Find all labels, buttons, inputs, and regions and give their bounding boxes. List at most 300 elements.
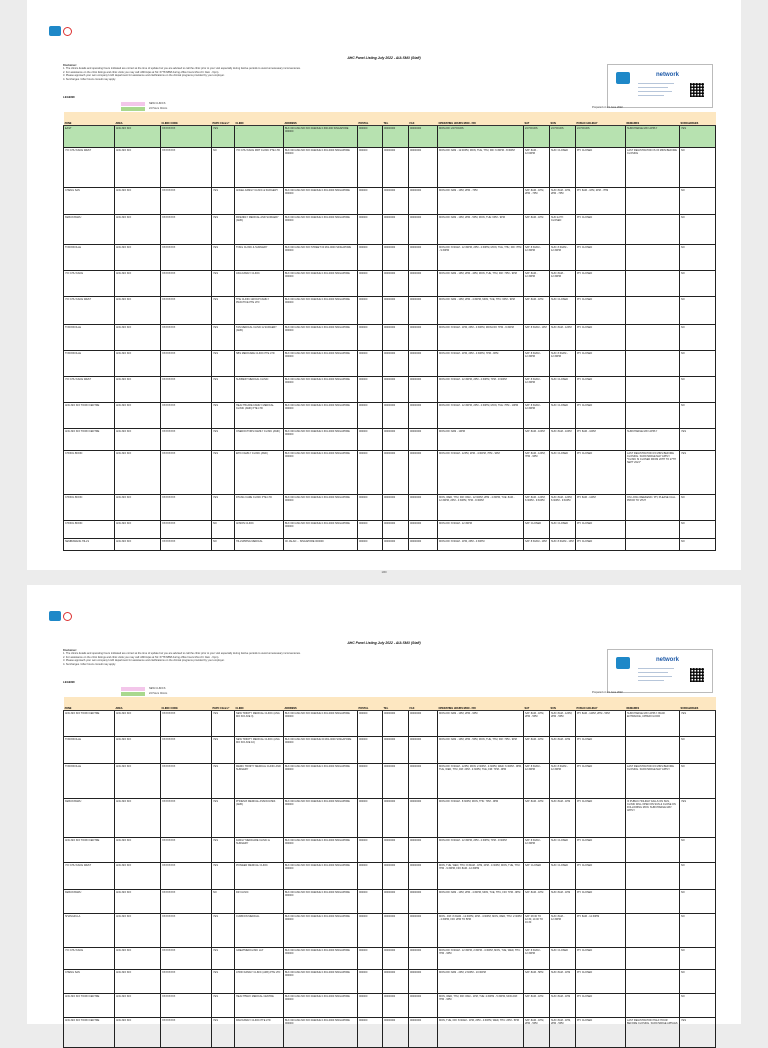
table-cell: YES: [680, 799, 716, 838]
prepared-date: Prepared on 21 June 2022: [592, 691, 623, 694]
table-cell: 00000000: [383, 799, 409, 838]
legend-swatch-new: [121, 687, 145, 691]
table-cell: [626, 297, 680, 325]
table-cell: BLK 000 ANG MO KIO AVENUE 0 #01-0000 SINGAPORE 000000: [284, 188, 358, 215]
table-cell: 000000: [358, 245, 383, 271]
table-cell: 00000000: [409, 863, 438, 890]
table-cell: 00000000: [383, 914, 409, 948]
table-cell: NO: [680, 521, 716, 539]
table-cell: 00000000: [409, 970, 438, 994]
table-cell: MON-FRI: 8:30AM - 8:30PM, MON, THU: 7PM - 9PM: [438, 799, 524, 838]
legend-label: 24 Hours Clinics: [149, 692, 168, 695]
table-cell: 000000: [358, 799, 383, 838]
document-page-2: [27, 585, 741, 1024]
table-cell: YES: [212, 838, 235, 863]
table-cell: NO: [680, 403, 716, 429]
card-text-line: [638, 676, 672, 677]
table-cell: PH: CLOSED: [576, 948, 626, 970]
table-cell: XXXXXXXX: [161, 297, 212, 325]
table-cell: 000000: [358, 863, 383, 890]
table-cell: MON-FRI: 8:30AM - 1PM, 2PM - 4:30PM, MON-FRI: 7PM - 9:30PM: [438, 325, 524, 351]
table-cell: 00000000: [409, 451, 438, 495]
table-cell: ANG MO KIO: [115, 539, 161, 551]
table-cell: 000000: [358, 737, 383, 764]
table-cell: YES: [212, 451, 235, 495]
table-cell: SUN: CLOSED: [550, 297, 576, 325]
table-cell: 00 JALAN ... SINGAPORE 000000: [284, 539, 358, 551]
table-cell: PHOENIX MEDICAL ASSOCIATES (AMK): [235, 799, 284, 838]
table-cell: [626, 539, 680, 551]
disclaimer: [63, 64, 483, 81]
table-cell: MON-FRI: 8:30AM - 12:30PM, 2PM - 4:30PM, MON, TUE: 7PM - 10PM: [438, 403, 524, 429]
table-cell: XXXXXXXX: [161, 890, 212, 914]
table-cell: 00000000: [383, 495, 409, 521]
table-cell: 00000000: [409, 914, 438, 948]
table-cell: ON LONG WEEKEND / PH, PLEASE CALL PRIOR TO VISIT: [626, 495, 680, 521]
table-cell: 000000: [358, 495, 383, 521]
table-cell: SAT: 8AM - 5PM: [524, 970, 550, 994]
table-cell: XXXXXXXX: [161, 271, 212, 297]
table-cell: ATRIO FAMILY CLINIC (AMK) PTE LTD: [235, 970, 284, 994]
aia-ring-icon: [63, 612, 72, 621]
table-cell: [626, 215, 680, 245]
table-cell: SUN: 8AM - 12PM, 2PM - 5PM: [550, 711, 576, 737]
table-cell: NO: [680, 764, 716, 799]
disclaimer-line: 4. Surcharges / After hours consult may apply.: [63, 662, 116, 666]
table-row: [64, 914, 716, 948]
table-cell: 00000000: [383, 429, 409, 451]
table-cell: [626, 403, 680, 429]
table-cell: NO: [680, 838, 716, 863]
table-cell: 00000000: [409, 325, 438, 351]
network-logo-icon: [616, 657, 630, 669]
table-cell: PH: CLOSED: [576, 297, 626, 325]
table-cell: NO: [680, 351, 716, 377]
table-cell: YES: [212, 245, 235, 271]
table-cell: PH: CLOSED: [576, 838, 626, 863]
table-cell: YES: [680, 429, 716, 451]
table-cell: 00000000: [383, 890, 409, 914]
table-cell: MON, WED, THU, FRI: 8AM - 1PM, TUE: 2:30PM - 5:30PM, MON-FRI: 7PM - 9PM: [438, 994, 524, 1018]
column-header: POSTAL: [358, 697, 383, 711]
table-cell: ANG MO KIO: [115, 126, 161, 148]
table-cell: NEW TRINITY MEDICAL CLINIC (ANG MO KIO AVE 10): [235, 737, 284, 764]
table-cell: SAT: 8:30AM - 12:30PM: [524, 764, 550, 799]
table-cell: BLK 000 ANG MO KIO AVENUE 0 #01-0000 SINGAPORE 000000: [284, 890, 358, 914]
table-cell: 00000000: [383, 188, 409, 215]
table-cell: SUN: 8AM - 1PM, 2PM - 5PM: [550, 1018, 576, 1048]
table-cell: EPIC FAMILY CLINIC (AMK): [235, 451, 284, 495]
column-header: CLINIC CODE: [161, 112, 212, 126]
table-cell: TAN MEDICAL CLINIC & SURGERY (AMK): [235, 325, 284, 351]
table-row: [64, 970, 716, 994]
table-cell: PH: CLOSED: [576, 325, 626, 351]
table-cell: 00000000: [409, 838, 438, 863]
table-cell: 000000: [358, 764, 383, 799]
table-cell: SUN: 8AM - 12:30PM: [550, 914, 576, 948]
table-cell: PH: CLOSED: [576, 764, 626, 799]
table-cell: 000000: [358, 948, 383, 970]
table-cell: 00000000: [383, 377, 409, 403]
table-cell: MON-FRI: 8AM - 10PM: [438, 429, 524, 451]
column-header: OPERATING HOURS MON - FRI: [438, 112, 524, 126]
table-cell: XXXXXXXX: [161, 148, 212, 188]
legend-label: 24 Hours Clinics: [149, 107, 168, 110]
table-cell: [626, 325, 680, 351]
table-cell: ANG MO KIO TOWN CENTRE: [64, 994, 115, 1018]
table-cell: HILLSPRING MEDICAL: [235, 539, 284, 551]
disclaimer: [63, 649, 483, 666]
table-row: [64, 838, 716, 863]
table-cell: SUN: 8AM - 12PM, 6:30PM - 9:30PM: [550, 495, 576, 521]
table-cell: SEMBAWANG HILLS: [64, 539, 115, 551]
table-cell: DR CLINIC: [235, 890, 284, 914]
table-cell: TOWNSVILLE: [64, 325, 115, 351]
table-row: [64, 737, 716, 764]
table-cell: SAT: 8AM - 1PM, 2PM - 5PM: [524, 711, 550, 737]
table-cell: SURCHARGE MAY APPLY: [626, 429, 680, 451]
table-cell: NO: [680, 539, 716, 551]
table-cell: ANG MO KIO: [115, 297, 161, 325]
table-cell: 00000000: [409, 948, 438, 970]
table-cell: BLK 000 ANG MO KIO AVENUE 0 #01-0000 SINGAPORE 000000: [284, 948, 358, 970]
table-cell: PH: CLOSED: [576, 737, 626, 764]
legend-title: LEGEND: [63, 680, 75, 684]
table-cell: PH: CLOSED: [576, 271, 626, 297]
table-cell: NEW TRINITY MEDICAL CLINIC (ANG MO KIO AVE 3): [235, 711, 284, 737]
legend-label: NEW CLINICS: [149, 687, 166, 690]
table-cell: MON-FRI: 8AM - 1PM, 2PM - 4:30PM, MON, TUE, THU, FRI: 7PM - 9PM: [438, 890, 524, 914]
table-cell: 000000: [358, 271, 383, 297]
table-cell: [626, 351, 680, 377]
table-cell: SUN: 8AM - 1PM: [550, 994, 576, 1018]
table-cell: YES: [212, 271, 235, 297]
aia-mark-icon: [49, 611, 61, 621]
table-cell: 000000: [358, 890, 383, 914]
table-cell: NO: [680, 148, 716, 188]
table-cell: YES: [212, 914, 235, 948]
table-cell: [626, 948, 680, 970]
table-cell: YES: [680, 1018, 716, 1048]
table-cell: SUN: 8AM - 1PM: [550, 890, 576, 914]
table-cell: BLK 000 ANG MO KIO AVENUE 0 #01-0000 SINGAPORE 000000: [284, 970, 358, 994]
table-cell: 00000000: [383, 711, 409, 737]
legend-label: NEW CLINICS: [149, 102, 166, 105]
disclaimer-line: 1. The clinics details and operating hours indicated are correct at the time of update but you are advised to call the clinic prior to your visit especially during festive periods to avoid unnecessary inconvenience.: [63, 652, 301, 656]
legend-title: LEGEND: [63, 95, 75, 99]
table-cell: TOWNSVILLE: [64, 764, 115, 799]
table-cell: 00000000: [409, 799, 438, 838]
table-cell: NO: [680, 863, 716, 890]
table-cell: LAST REGISTRATION IS 15 MINS BEFORE CLOSING: [626, 148, 680, 188]
table-cell: PH: 8AM - 12PM, 2PM - 5PM: [576, 711, 626, 737]
table-cell: SUN: CLOSED: [550, 863, 576, 890]
table-cell: KEBUN BARU: [64, 799, 115, 838]
table-cell: 000000: [358, 1018, 383, 1048]
table-cell: YIO CHU KANG: [64, 948, 115, 970]
table-row: [64, 245, 716, 271]
network-logo-icon: [616, 72, 630, 84]
qr-code-icon: [690, 83, 704, 97]
table-cell: 000000: [358, 914, 383, 948]
table-cell: 24 HOURS: [576, 126, 626, 148]
table-cell: KEBUN BARU: [64, 215, 115, 245]
table-cell: TOWNSVILLE: [64, 737, 115, 764]
table-cell: 00000000: [409, 764, 438, 799]
table-cell: 00000000: [383, 351, 409, 377]
table-cell: SAT: 8AM - 12PM, 6:30PM - 9:30PM: [524, 495, 550, 521]
table-cell: MON-FRI: 24 HOURS: [438, 126, 524, 148]
table-cell: SUN: CLOSED: [550, 451, 576, 495]
table-cell: NO: [680, 495, 716, 521]
disclaimer-line: 3. Please approach your own company's HR department for assistance and clarifications on the clinical programs provided by your employer.: [63, 659, 225, 663]
table-cell: SUN: 8AM - 1PM, 2PM - 7PM: [550, 188, 576, 215]
table-cell: 00000000: [383, 325, 409, 351]
column-header: PHPC Clinics*: [212, 112, 235, 126]
table-cell: BLK 000 ANG MO KIO AVENUE 0 #01-0000 SINGAPORE 000000: [284, 325, 358, 351]
table-cell: TONG CLINIC & SURGERY: [235, 245, 284, 271]
table-cell: MON-FRI: 8AM - 1PM, 2PM - 4:30PM, MON, TUE, THU: 6PM - 9PM: [438, 297, 524, 325]
column-header: SAT: [524, 112, 550, 126]
table-cell: [626, 970, 680, 994]
table-cell: MON-FRI: 8AM - 2PM, 2:30PM - 10:30PM: [438, 970, 524, 994]
table-cell: LAST REGISTRATION HALF HOUR BEFORE CLOSING. SURCHARGE APPLIES: [626, 1018, 680, 1048]
table-cell: XXXXXXXX: [161, 863, 212, 890]
table-cell: XXXXXXXX: [161, 914, 212, 948]
table-cell: ASIA FAMILY CLINIC: [235, 271, 284, 297]
table-cell: XXXXXXXX: [161, 970, 212, 994]
table-cell: YIO CHU KANG WEST: [64, 148, 115, 188]
table-cell: 000000: [358, 126, 383, 148]
table-cell: YES: [212, 403, 235, 429]
table-cell: BLK 000 ANG MO KIO AVENUE 0 #01-0000 SINGAPORE 000000: [284, 148, 358, 188]
table-cell: SUN: CLOSED: [550, 148, 576, 188]
table-cell: MON-FRI: 8:30AM - 12PM, 2PM - 4:30PM, 7PM - 9PM: [438, 451, 524, 495]
table-cell: YES: [212, 1018, 235, 1048]
table-cell: MON-FRI: 8AM - 1PM, 2PM - 7PM: [438, 188, 524, 215]
table-cell: SAT: 8AM - 1PM: [524, 890, 550, 914]
table-cell: MON, WED, THU, FRI: 8AM - 12:30PM, 2PM - 4:30PM, TUE: 8AM - 12:30PM, 2PM - 4:30PM, 7PM - 9:30PM: [438, 495, 524, 521]
table-cell: BLK 000 ANG MO KIO AVENUE 0 #01-0000 SINGAPORE 000000: [284, 297, 358, 325]
table-cell: NO: [212, 539, 235, 551]
table-row: [64, 451, 716, 495]
table-row: [64, 325, 716, 351]
table-cell: PH: CLOSED: [576, 799, 626, 838]
table-cell: 00000000: [409, 495, 438, 521]
table-cell: YES: [212, 297, 235, 325]
table-cell: CHONG BOON: [64, 495, 115, 521]
table-row: [64, 539, 716, 551]
column-header: TEL: [383, 697, 409, 711]
aia-logo: [49, 24, 77, 38]
table-cell: SAT: 08:30 TO 12:30, 14:00 TO 16:30: [524, 914, 550, 948]
table-cell: SAT: 8:30AM - 12:30PM: [524, 245, 550, 271]
table-cell: PH: CLOSED: [576, 970, 626, 994]
table-row: [64, 377, 716, 403]
table-cell: 00000000: [383, 245, 409, 271]
network-card: [607, 64, 713, 108]
table-cell: YIO CHU KANG WEST: [64, 863, 115, 890]
disclaimer-title: Disclaimer:: [63, 64, 77, 67]
table-cell: ANG MO KIO: [115, 451, 161, 495]
column-header: FAX: [409, 697, 438, 711]
table-cell: HEALTHCARE FAMILY MEDICAL CLINIC (AMK) PTE LTD: [235, 403, 284, 429]
table-cell: DTANG CARE CLINIC PTE LTD: [235, 495, 284, 521]
table-cell: ANG MO KIO: [115, 271, 161, 297]
table-cell: ANG MO KIO TOWN CENTRE: [64, 403, 115, 429]
table-cell: XXXXXXXX: [161, 521, 212, 539]
table-cell: SUN: 8AM - 12:30PM: [550, 271, 576, 297]
table-cell: SAT: 8:30AM - 12:30PM: [524, 403, 550, 429]
disclaimer-title: Disclaimer:: [63, 649, 77, 652]
table-cell: ANG MO KIO: [115, 403, 161, 429]
table-cell: SAT: 8AM - 1PM: [524, 799, 550, 838]
table-cell: 00000000: [383, 451, 409, 495]
table-cell: SUN: 8:30AM - 12:30PM: [550, 764, 576, 799]
table-cell: ANGEL FAMILY CLINIC & SURGERY: [235, 188, 284, 215]
table-cell: YES: [212, 188, 235, 215]
table-cell: SUN: 8AM - 10PM: [550, 429, 576, 451]
table-cell: PH: CLOSED: [576, 521, 626, 539]
table-cell: CHONG BOON: [64, 451, 115, 495]
table-cell: SAT: 8AM - 12:00PM: [524, 148, 550, 188]
table-cell: ANG MO KIO: [115, 429, 161, 451]
table-cell: XXXXXXXX: [161, 539, 212, 551]
table-row: [64, 188, 716, 215]
column-header: ZONE: [64, 697, 115, 711]
table-cell: XXXXXXXX: [161, 799, 212, 838]
table-cell: PH: CLOSED: [576, 863, 626, 890]
table-cell: 00000000: [383, 1018, 409, 1048]
table-cell: CHONG BOON: [64, 521, 115, 539]
table-cell: YES: [212, 429, 235, 451]
table-cell: SUN: 8:30AM - 12:30PM: [550, 351, 576, 377]
table-cell: SAT: 8AM - 1PM, 2PM - 5PM: [524, 1018, 550, 1048]
legend-swatch-new: [121, 102, 145, 106]
table-cell: PH: 8AM - 1PM, 2PM - 7PM: [576, 188, 626, 215]
table-cell: [626, 188, 680, 215]
disclaimer-line: 3. Please approach your own company's HR department for assistance and clarifications on the clinical programs provided by your employer.: [63, 74, 225, 78]
card-text-line: [638, 672, 668, 673]
table-cell: PH: CLOSED: [576, 539, 626, 551]
table-cell: ANG MO KIO: [115, 495, 161, 521]
table-cell: 00000000: [383, 737, 409, 764]
table-row: [64, 271, 716, 297]
table-cell: MON, TUE, FRI: 8:30AM - 1PM, 2PM - 4:30PM, WED, THU: 2PM - 5PM: [438, 1018, 524, 1048]
table-cell: HEALTHWAY MEDICAL CENTRE: [235, 994, 284, 1018]
table-cell: ANG MO KIO TOWN CENTRE: [64, 711, 115, 737]
table-row: [64, 351, 716, 377]
table-cell: 00000000: [383, 126, 409, 148]
table-cell: SAT: 8:30AM - 12:30PM: [524, 351, 550, 377]
table-cell: PIONEER MEDICAL CLINIC: [235, 863, 284, 890]
table-cell: ANG MO KIO: [115, 948, 161, 970]
table-cell: PH: CLOSED: [576, 245, 626, 271]
table-cell: MON-FRI: 8:30AM - 12:30PM, 2PM - 4:30PM, 7PM - 9:30PM: [438, 838, 524, 863]
table-row: [64, 994, 716, 1018]
table-row: [64, 215, 716, 245]
table-cell: ANG MO KIO: [115, 737, 161, 764]
table-cell: BLK 000 ANG MO KIO AVENUE 0 #01-0000 SINGAPORE 000000: [284, 451, 358, 495]
table-cell: BLK 000 ANG MO KIO AVENUE 0 #01-0000 SINGAPORE 000000: [284, 863, 358, 890]
table-cell: XXXXXXXX: [161, 126, 212, 148]
table-cell: SURCHARGE MAY APPLY: [626, 126, 680, 148]
table-cell: YES: [212, 737, 235, 764]
table-cell: 00000000: [409, 351, 438, 377]
table-cell: MON - FRI: 8:30AM - 12:30PM, 2PM - 4:30PM, MON, WED, THU: 2:30PM - 4:30PM, FRI: 2PM TO 5PM: [438, 914, 524, 948]
table-cell: SUN: CLOSED: [550, 403, 576, 429]
table-cell: MON-FRI: 8:30AM - 12:30PM: [438, 521, 524, 539]
column-header: CLINIC: [235, 697, 284, 711]
table-cell: 00000000: [409, 271, 438, 297]
table-cell: SAT: 8:30AM - 1PM: [524, 539, 550, 551]
column-header: AREA: [115, 112, 161, 126]
table-cell: FRIENDLY MEDICAL AND SURGERY (AMK): [235, 215, 284, 245]
table-cell: NO: [680, 325, 716, 351]
table-cell: 00000000: [383, 948, 409, 970]
table-cell: BLK 000 ANG MO KIO AVENUE 0 #01-0000 SINGAPORE 000000: [284, 429, 358, 451]
column-header: CLINIC: [235, 112, 284, 126]
table-cell: [626, 838, 680, 863]
table-cell: YIO CHU KANG WEST: [64, 377, 115, 403]
table-cell: BLK 000 ANG MO KIO AVENUE 0 #01-0000 SINGAPORE 000000: [284, 215, 358, 245]
table-cell: 24 HOURS: [524, 126, 550, 148]
table-cell: ANG MO KIO: [115, 711, 161, 737]
table-cell: CHENG SAN: [64, 970, 115, 994]
table-cell: PH: CLOSED: [576, 377, 626, 403]
document-page-1: [27, 0, 741, 574]
aia-logo: [49, 609, 77, 623]
table-cell: [626, 377, 680, 403]
table-cell: SUN & PH: CLOSED: [550, 215, 576, 245]
table-cell: ANG MO KIO: [115, 838, 161, 863]
table-cell: LAST REGISTRATION 15 MINS BEFORE CLOSING. SURCHARGE MAY APPLY: [626, 764, 680, 799]
table-cell: XXXXXXXX: [161, 764, 212, 799]
table-cell: NO: [212, 890, 235, 914]
table-cell: 000000: [358, 539, 383, 551]
table-cell: 00000000: [409, 429, 438, 451]
table-cell: MON-FRI: 8:30AM - 1PM, 2PM - 4:30PM, 7PM - 9PM: [438, 351, 524, 377]
table-cell: XXXXXXXX: [161, 377, 212, 403]
table-cell: NO: [680, 297, 716, 325]
table-cell: SAT: CLOSED: [524, 521, 550, 539]
table-cell: XXXXXXXX: [161, 403, 212, 429]
table-cell: YES: [212, 325, 235, 351]
table-cell: BLK 000 ANG MO KIO AVENUE 0 #01-0000 SINGAPORE 000000: [284, 403, 358, 429]
table-cell: SUNBEST MEDICAL CLINIC: [235, 377, 284, 403]
legend-swatch-24h: [121, 107, 145, 111]
table-cell: 00000000: [409, 403, 438, 429]
table-cell: YIO CHU KANG: [64, 271, 115, 297]
table-row: [64, 764, 716, 799]
aia-ring-icon: [63, 27, 72, 36]
column-header: SUN: [550, 697, 576, 711]
table-cell: MON-FRI: 8:30AM - 12PM, MON: 2:30PM - 4:30PM, WED: 6:30PM - 9PM, TUE, WED, THU, FRI: 2PM - 4:30PM, TUE, FRI: 7PM - 9PM: [438, 764, 524, 799]
table-cell: SAT: 8AM - 1PM, 2PM - 7PM: [524, 188, 550, 215]
column-header: POSTAL: [358, 112, 383, 126]
table-cell: XXXXXXXX: [161, 245, 212, 271]
table-cell: 000000: [358, 711, 383, 737]
table-cell: YES: [212, 126, 235, 148]
table-cell: FAMILY MEDICARE CLINIC & SURGERY: [235, 838, 284, 863]
table-cell: BLK 000 ANG MO KIO AVENUE 0 #01-0000 SINGAPORE 000000: [284, 994, 358, 1018]
table-cell: IF PUBLIC HOLIDAY FALLS ON SUN, CLINIC WILL OPEN ON SUN & CLOSE ON FOLLOWING MON. SURCHARGE MAY APPLY: [626, 799, 680, 838]
column-header: SURCHARGES: [680, 697, 716, 711]
table-cell: MON-FRI: 8AM - 1PM, 2PM - 5PM, MON, TUE, THU, FRI: 7PM - 9PM: [438, 737, 524, 764]
table-cell: BLK 000 ANG MO KIO AVENUE 0 #01-0000 SINGAPORE 000000: [284, 495, 358, 521]
table-cell: 00000000: [409, 297, 438, 325]
table-row: [64, 495, 716, 521]
